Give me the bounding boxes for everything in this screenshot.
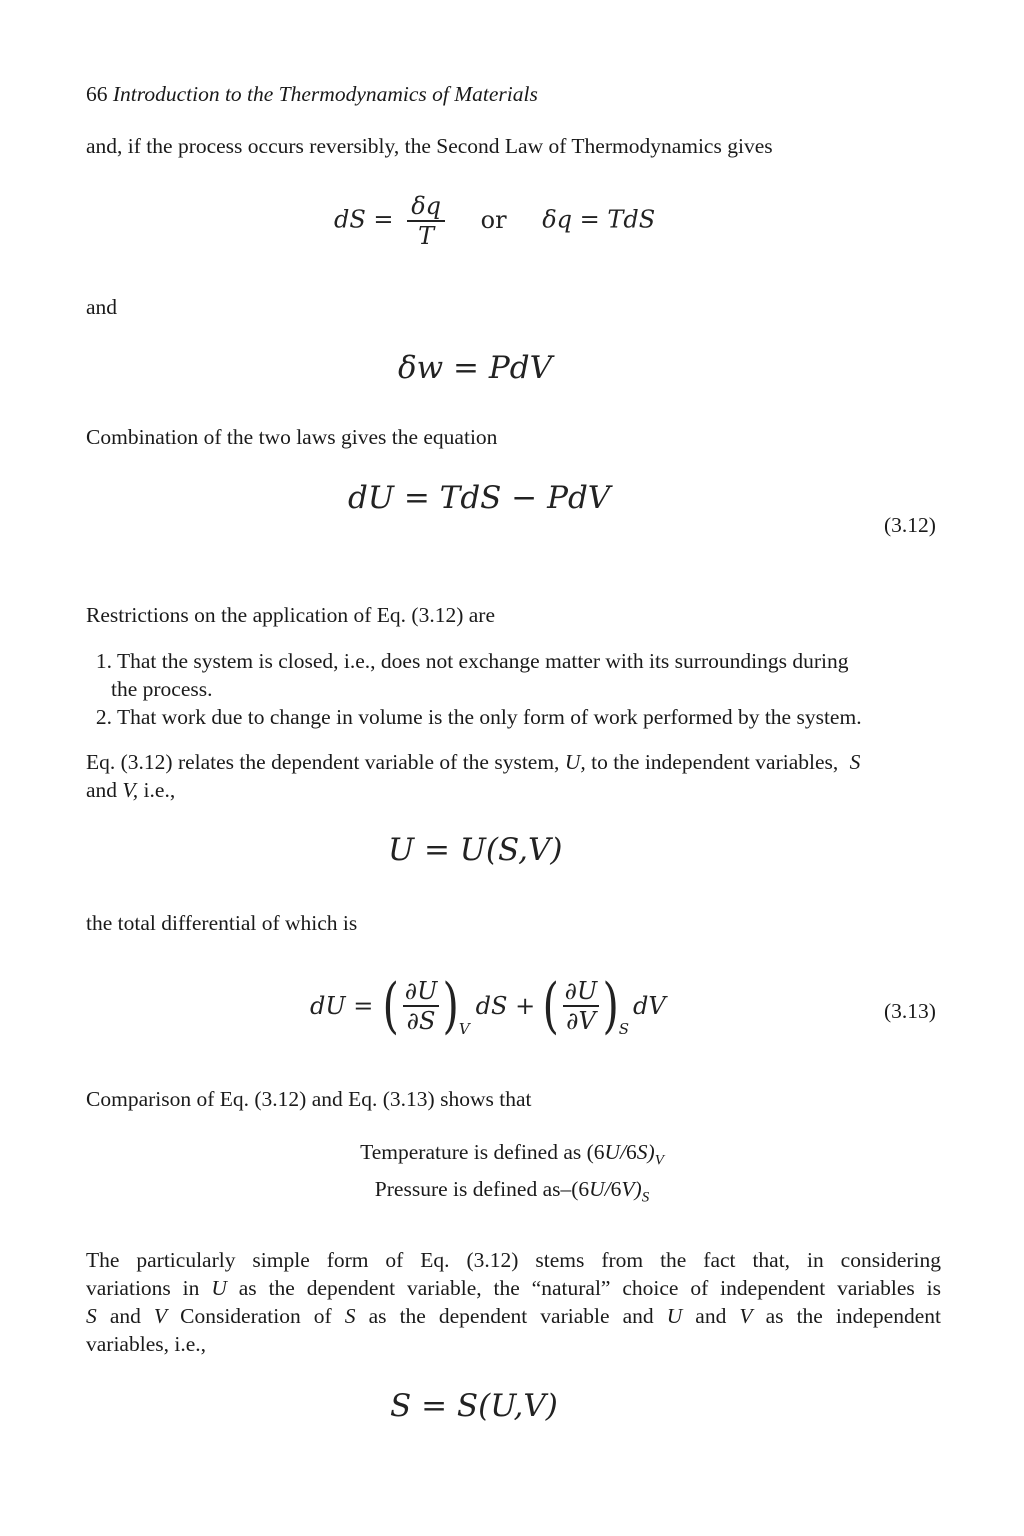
partial-denominator: ∂S	[403, 1005, 440, 1035]
text-span: variations in	[86, 1276, 200, 1300]
text-span: i.e.,	[143, 778, 176, 802]
text-span: and	[695, 1304, 727, 1328]
total-differential-sentence: the total differential of which is	[86, 911, 358, 935]
text-span: S)	[636, 1140, 655, 1164]
list-item	[86, 703, 862, 731]
eq-ds-rhs: δq = TdS	[542, 205, 656, 234]
text-span: as the independent	[765, 1304, 941, 1328]
intro-sentence: and, if the process occurs reversibly, the Second Law of Thermodynamics gives	[86, 134, 773, 158]
text-span: U/	[604, 1140, 627, 1164]
variable-v: V	[739, 1304, 753, 1328]
equation-work: δw = PdV	[398, 350, 552, 386]
text-span: as the dependent variable, the “natural” choice of independent variables is	[238, 1276, 942, 1300]
list-item-number: 1.	[95, 649, 112, 673]
variable-s: S	[849, 750, 861, 774]
equation-u-function: U = U(S,V)	[388, 832, 563, 868]
list-item-continuation: the process.	[111, 677, 213, 701]
variable-s: S	[344, 1304, 356, 1328]
eq-313-term1-after: dS +	[475, 992, 536, 1020]
list-item	[86, 647, 848, 675]
eq-313-lhs: dU =	[310, 992, 374, 1020]
equation-3-13	[310, 966, 666, 1046]
eq-ds-denominator: T	[407, 220, 445, 250]
text-span: 6	[626, 1140, 637, 1164]
left-paren: (	[542, 971, 560, 1041]
relates-paragraph-line2	[86, 776, 175, 804]
text-span: Eq. (3.12) relates the dependent variable of the system,	[86, 750, 560, 774]
partial-numerator: ∂U	[404, 977, 438, 1005]
restrictions-intro: Restrictions on the application of Eq. (3.12) are	[86, 603, 495, 627]
text-span: 6	[610, 1177, 622, 1201]
variable-s: S	[86, 1304, 97, 1328]
text-span: Consideration of	[180, 1304, 332, 1328]
list-item-number: 2.	[95, 705, 112, 729]
text-span: Pressure is defined as–(6	[374, 1177, 590, 1201]
right-paren: )	[442, 971, 460, 1041]
left-paren: (	[382, 971, 400, 1041]
eq-313-term2-after: dV	[632, 992, 666, 1020]
variable-u: U,	[564, 750, 586, 774]
partial-denominator: ∂V	[563, 1005, 600, 1035]
partial-fraction	[403, 977, 440, 1035]
subscript: V	[654, 1152, 664, 1169]
variable-u: U	[666, 1304, 683, 1328]
eq-ds-lhs: dS =	[334, 205, 394, 234]
equation-number-3-13: (3.13)	[884, 999, 936, 1023]
text-span: and	[109, 1304, 141, 1328]
comparison-sentence: Comparison of Eq. (3.12) and Eq. (3.13) shows that	[86, 1087, 532, 1111]
subscript-s: S	[618, 1020, 629, 1038]
list-item-text: That the system is closed, i.e., does not exchange matter with its surroundings during	[117, 649, 849, 673]
running-header	[86, 80, 538, 108]
pressure-definition	[0, 1175, 1024, 1211]
combination-sentence: Combination of the two laws gives the equation	[86, 425, 498, 449]
equation-s-function: S = S(U,V)	[390, 1388, 558, 1424]
eq-ds-or: or	[480, 205, 507, 234]
eq-ds-fraction	[407, 192, 445, 250]
and-word: and	[86, 295, 118, 319]
subscript-v: V	[458, 1020, 470, 1038]
natural-paragraph-line4: variables, i.e.,	[86, 1332, 206, 1356]
natural-paragraph-line3	[86, 1302, 941, 1330]
text-span: to the independent variables,	[591, 750, 839, 774]
text-span: V)	[621, 1177, 642, 1201]
variable-v: V,	[122, 778, 139, 802]
variable-u: U	[211, 1276, 227, 1300]
temperature-definition	[0, 1138, 1024, 1174]
right-paren: )	[602, 971, 620, 1041]
text-span: U/	[589, 1177, 611, 1201]
text-span: Temperature is defined as (6	[360, 1140, 605, 1164]
equation-number-3-12: (3.12)	[884, 513, 936, 537]
partial-numerator: ∂U	[564, 977, 598, 1005]
equation-ds	[334, 192, 655, 250]
natural-paragraph-line1: The particularly simple form of Eq. (3.12) stems from the fact that, in considering	[86, 1248, 941, 1272]
natural-paragraph-line2	[86, 1274, 941, 1302]
variable-v: V	[153, 1304, 168, 1328]
list-item-text: That work due to change in volume is the only form of work performed by the system.	[117, 705, 862, 729]
relates-paragraph-line1	[86, 748, 860, 776]
partial-fraction	[563, 977, 600, 1035]
text-span: as the dependent variable and	[368, 1304, 654, 1328]
book-title: Introduction to the Thermodynamics of Materials	[112, 82, 538, 106]
equation-3-12: dU = TdS − PdV	[348, 480, 611, 516]
subscript: S	[641, 1189, 650, 1206]
eq-ds-numerator: δq	[411, 192, 441, 220]
page-number: 66	[86, 82, 108, 106]
text-span: and	[86, 778, 118, 802]
